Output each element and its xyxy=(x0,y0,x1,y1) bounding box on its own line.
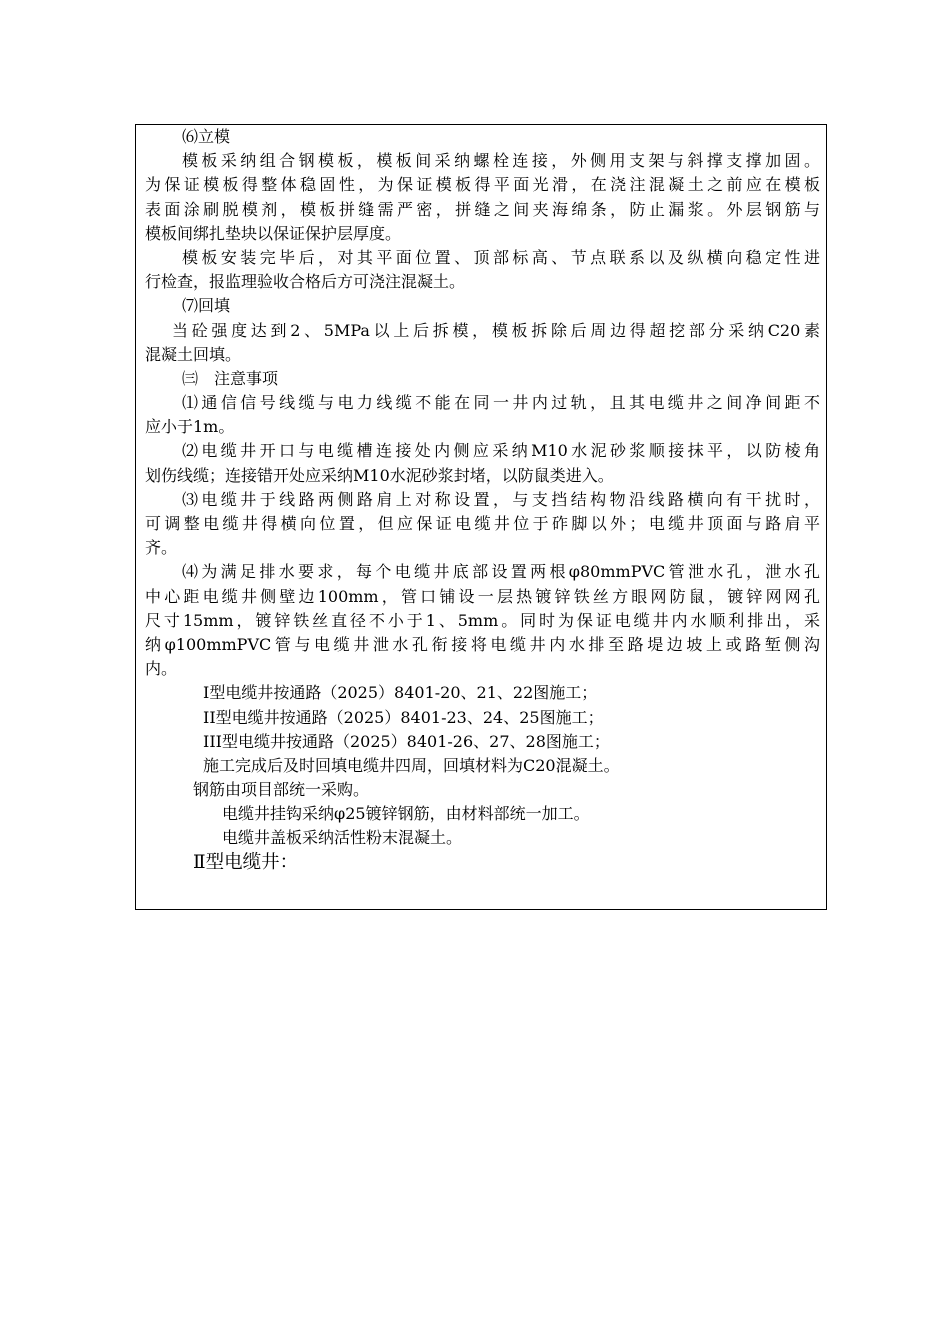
text-line: 尺寸15mm，镀锌铁丝直径不小于1、5mm。同时为保证电缆井内水顺利排出，采 xyxy=(145,610,820,630)
text-line: 钢筋由项目部统一采购。 xyxy=(193,780,370,800)
text-line: 可调整电缆井得横向位置，但应保证电缆井位于砟脚以外；电缆井顶面与路肩平 xyxy=(145,514,820,533)
document-body xyxy=(145,125,820,875)
text-line: ⑴通信信号线缆与电力线缆不能在同一井内过轨，且其电缆井之间净间距不 xyxy=(182,393,820,413)
text-line: 电缆井盖板采纳活性粉末混凝土。 xyxy=(222,828,463,848)
text-line: ⑵电缆井开口与电缆槽连接处内侧应采纳M10水泥砂浆顺接抹平，以防棱角 xyxy=(182,441,820,461)
text-line: ⑷为满足排水要求，每个电缆井底部设置两根φ80mmPVC管泄水孔，泄水孔 xyxy=(182,562,820,582)
text-line: 混凝土回填。 xyxy=(145,344,242,364)
text-line: ⑺回填 xyxy=(182,296,231,316)
text-line: I型电缆井按通路（2025）8401-20、21、22图施工； xyxy=(203,683,598,703)
text-line: 模板安装完毕后，对其平面位置、顶部标高、节点联系以及纵横向稳定性进 xyxy=(182,247,820,267)
text-line: 内。 xyxy=(145,659,178,679)
text-line: Ⅱ型电缆井： xyxy=(193,851,299,873)
text-line: 表面涂刷脱模剂，模板拼缝需严密，拼缝之间夹海绵条，防止漏浆。外层钢筋与 xyxy=(145,199,820,219)
text-line: ⑹立模 xyxy=(182,127,231,146)
text-line: 电缆井挂钩采纳φ25镀锌钢筋，由材料部统一加工。 xyxy=(222,804,590,824)
text-line: III型电缆井按通路（2025）8401-26、27、28图施工； xyxy=(203,731,610,751)
text-line: 齐。 xyxy=(145,538,178,558)
text-line: 应小于1m。 xyxy=(145,417,235,437)
text-line: 纳φ100mmPVC管与电缆井泄水孔衔接将电缆井内水排至路堤边坡上或路堑侧沟 xyxy=(145,634,820,654)
text-line: 行检查，报监理验收合格后方可浇注混凝土。 xyxy=(145,272,466,292)
text-line: ㈢ 注意事项 xyxy=(182,368,279,388)
document-frame xyxy=(135,124,827,910)
text-line: ⑶电缆井于线路两侧路肩上对称设置，与支挡结构物沿线路横向有干扰时， xyxy=(182,489,820,509)
text-line: 模板采纳组合钢模板，模板间采纳螺栓连接，外侧用支架与斜撑支撑加固。 xyxy=(182,151,820,171)
text-line: 模板间绑扎垫块以保证保护层厚度。 xyxy=(145,223,402,243)
text-line: 划伤线缆；连接错开处应采纳M10水泥砂浆封堵，以防鼠类进入。 xyxy=(145,465,614,485)
text-line: 施工完成后及时回填电缆井四周，回填材料为C20混凝土。 xyxy=(203,755,620,775)
text-line: 中心距电缆井侧壁边100mm，管口铺设一层热镀锌铁丝方眼网防鼠，镀锌网网孔 xyxy=(145,586,820,606)
text-line: II型电缆井按通路（2025）8401-23、24、25图施工； xyxy=(203,707,604,727)
text-line: 为保证模板得整体稳固性，为保证模板得平面光滑，在浇注混凝土之前应在模板 xyxy=(145,175,820,195)
text-line: 当砼强度达到2、5MPa以上后拆模，模板拆除后周边得超挖部分采纳C20素 xyxy=(172,320,820,340)
